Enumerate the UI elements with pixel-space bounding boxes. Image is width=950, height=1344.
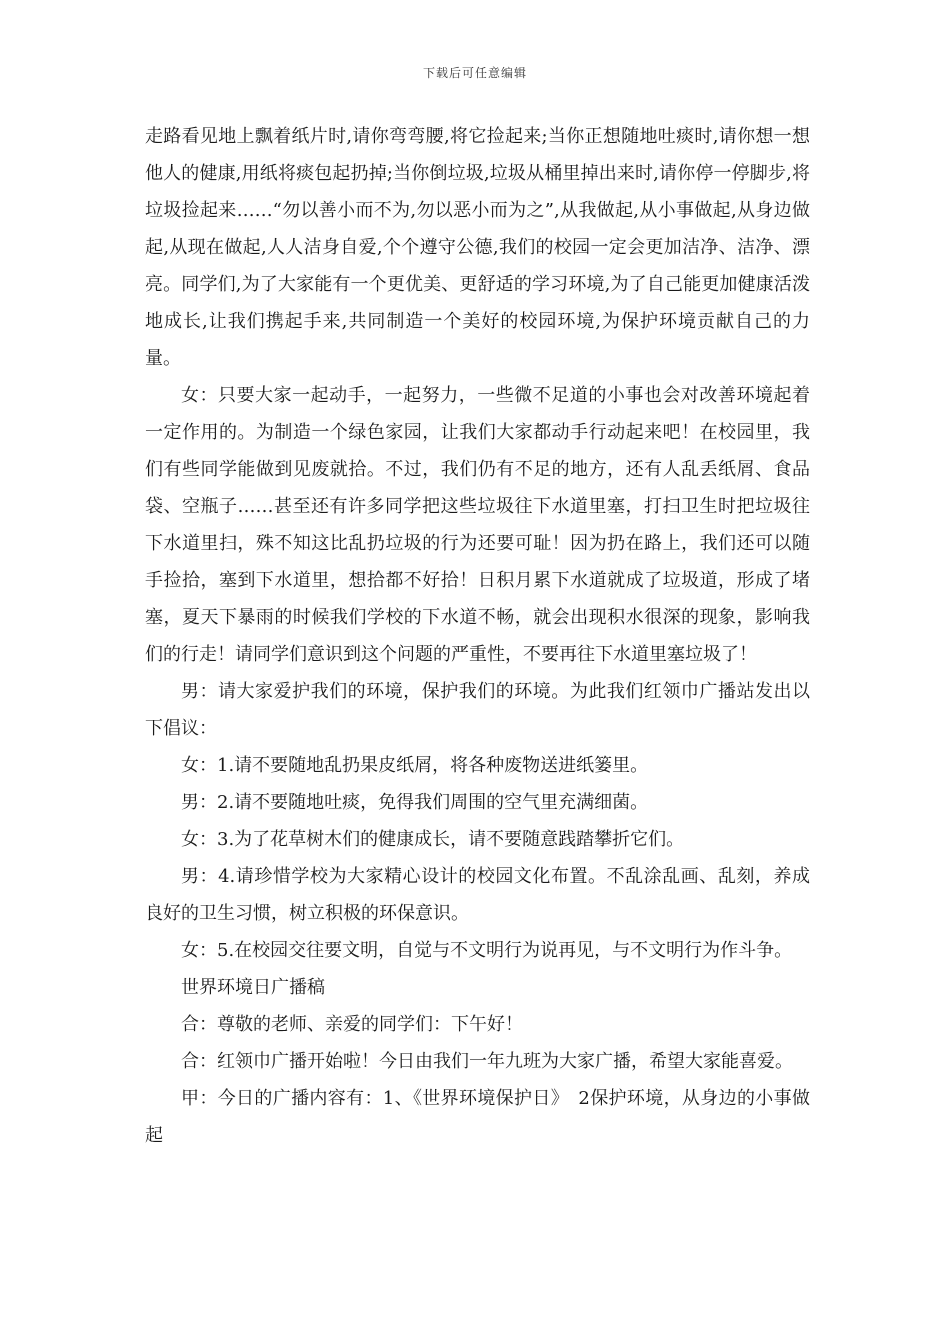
paragraph-5: 男：2.请不要随地吐痰，免得我们周围的空气里充满细菌。 — [181, 792, 649, 813]
paragraph-4: 女：1.请不要随地乱扔果皮纸屑，将各种废物送进纸篓里。 — [181, 755, 649, 776]
paragraph-1: 走路看见地上飘着纸片时,请你弯弯腰,将它捡起来;当你正想随地吐痰时,请你想一想他人的健康,用纸将痰包起扔掉;当你倒垃圾,垃圾从桶里掉出来时,请你停一停脚步,将垃圾捡起来……“勿以善小而不为,勿以恶小而为之”,从我做起,从小事做起,从身边做起,从现在做起,人人洁身自爱,个个遵守公德,我们的校园一定会更加洁净、洁净、漂亮。同学们,为了大家能有一个更优美、更舒适的学习环境,为了自己能更加健康活泼地成长,让我们携起手来,共同制造一个美好的校园环境,为保护环境贡献自己的力量。 — [145, 126, 810, 369]
paragraph-7: 男：4.请珍惜学校为大家精心设计的校园文化布置。不乱涂乱画、乱刻，养成良好的卫生习惯，树立积极的环保意识。 — [145, 866, 810, 924]
paragraph-2: 女：只要大家一起动手，一起努力，一些微不足道的小事也会对改善环境起着一定作用的。为制造一个绿色家园，让我们大家都动手行动起来吧！在校园里，我们有些同学能做到见废就拾。不过，我们仍有不足的地方，还有人乱丢纸屑、食品袋、空瓶子……甚至还有许多同学把这些垃圾往下水道里塞，打扫卫生时把垃圾往下水道里扫，殊不知这比乱扔垃圾的行为还要可耻！因为扔在路上，我们还可以随手捡拾，塞到下水道里，想拾都不好拾！日积月累下水道就成了垃圾道，形成了堵塞，夏天下暴雨的时候我们学校的下水道不畅，就会出现积水很深的现象，影响我们的行走！请同学们意识到这个问题的严重性，不要再往下水道里塞垃圾了！ — [145, 385, 810, 665]
page-header: 下载后可任意编辑 — [422, 66, 527, 80]
paragraph-11: 合：红领巾广播开始啦！今日由我们一年九班为大家广播，希望大家能喜爱。 — [181, 1051, 793, 1072]
paragraph-8: 女：5.在校园交往要文明，自觉与不文明行为说再见，与不文明行为作斗争。 — [181, 940, 793, 961]
paragraph-3: 男：请大家爱护我们的环境，保护我们的环境。为此我们红领巾广播站发出以下倡议： — [145, 681, 810, 739]
paragraph-10: 合：尊敬的老师、亲爱的同学们：下午好！ — [181, 1014, 523, 1035]
section-title: 世界环境日广播稿 — [181, 977, 325, 998]
paragraph-6: 女：3.为了花草树木们的健康成长，请不要随意践踏攀折它们。 — [181, 829, 685, 850]
paragraph-12: 甲：今日的广播内容有：1、《世界环境保护日》 2保护环境，从身边的小事做起 — [145, 1088, 810, 1146]
document-body — [145, 118, 810, 1154]
